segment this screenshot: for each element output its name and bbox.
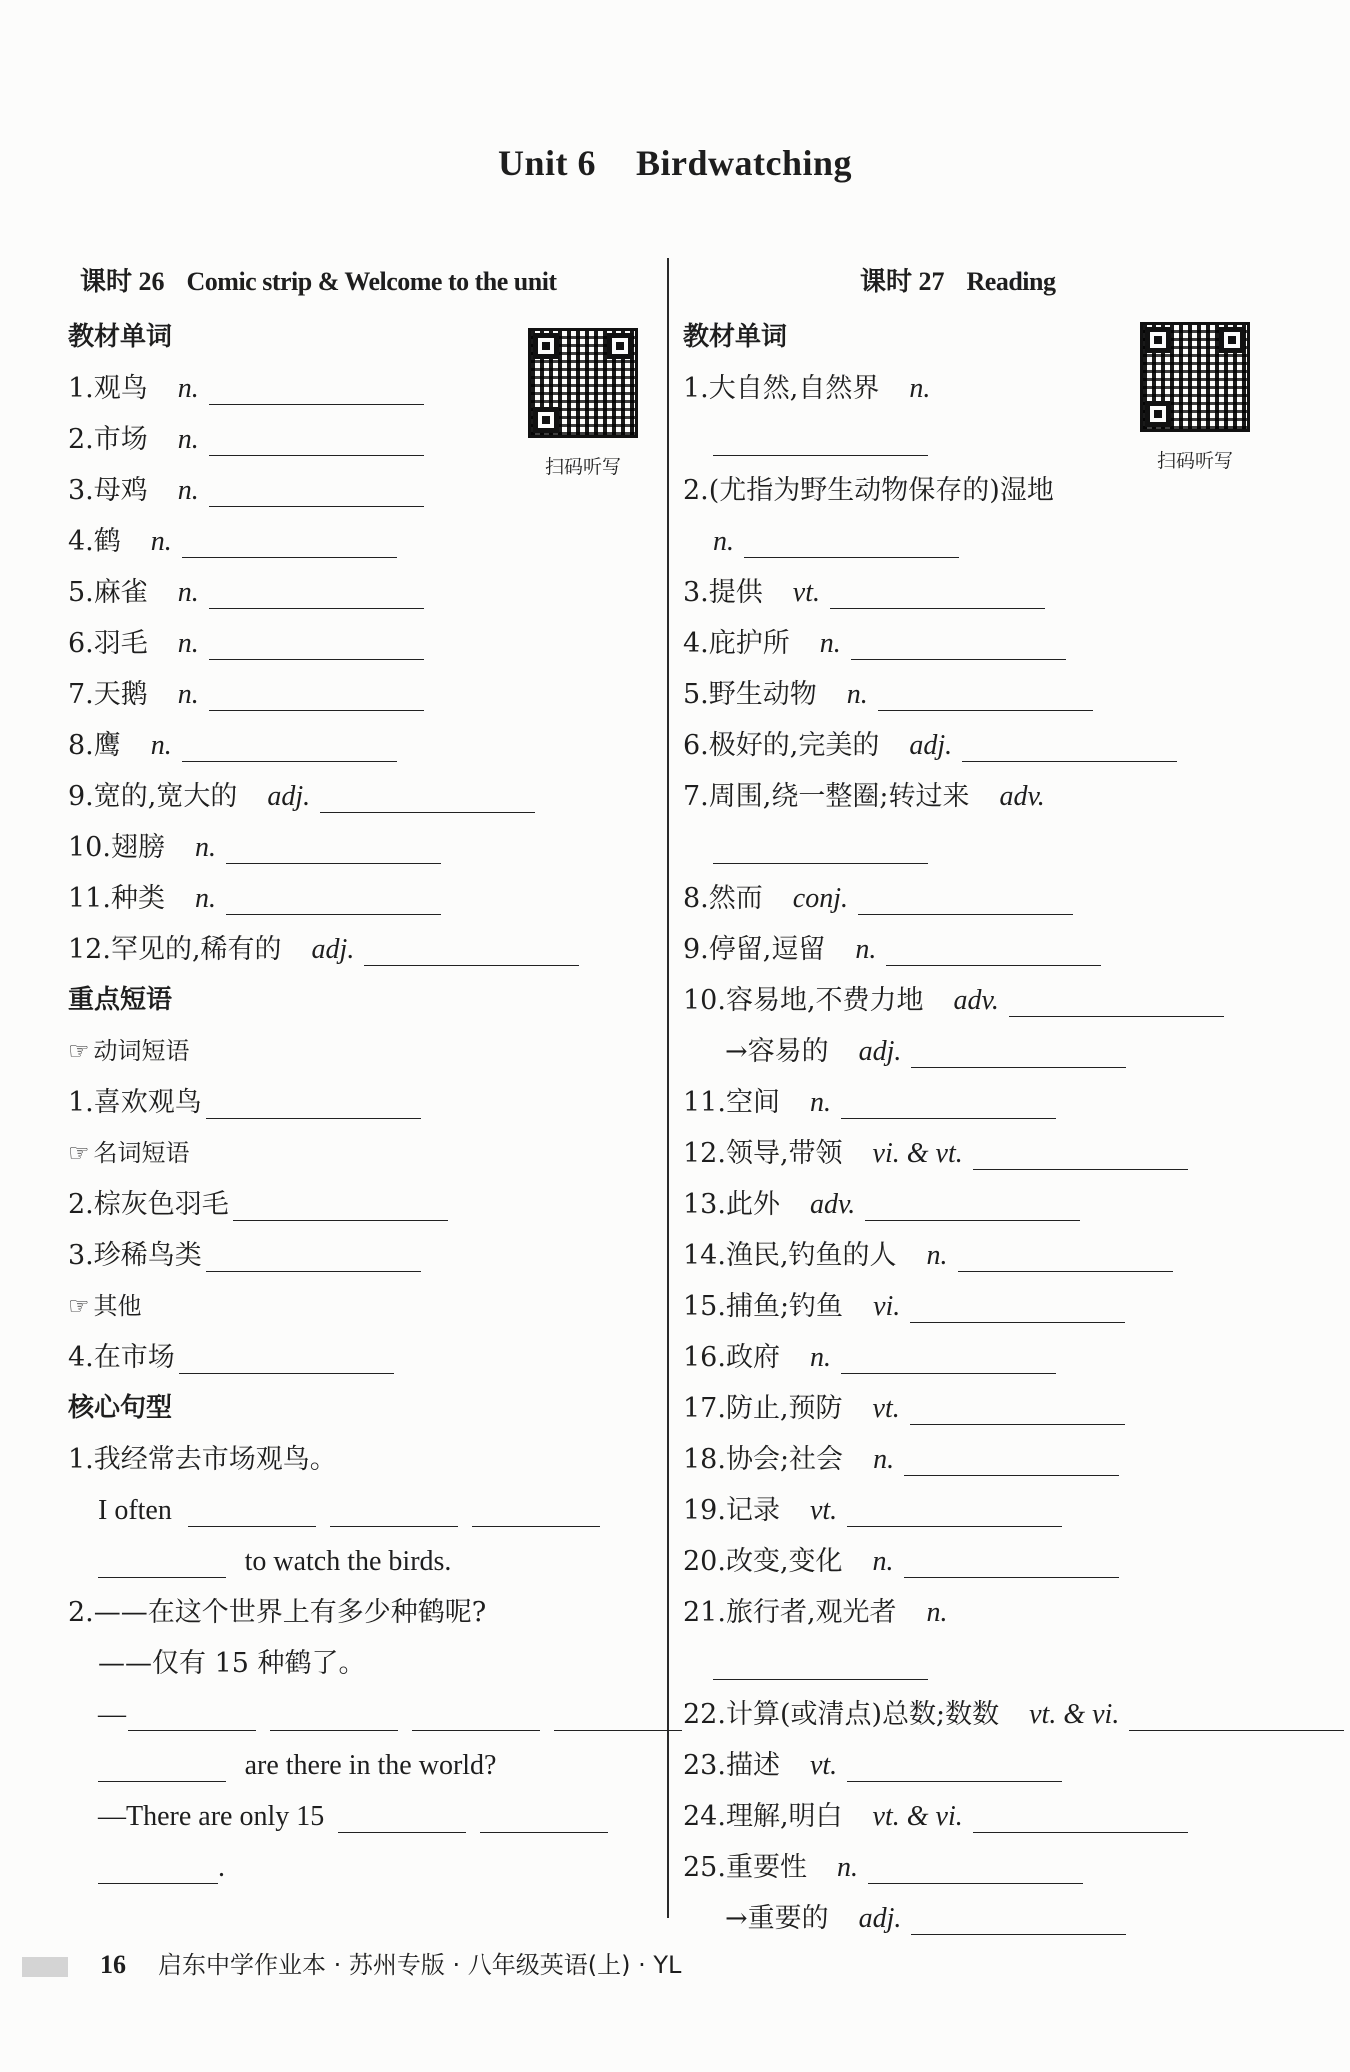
vocab-chinese: 停留,逗留: [708, 934, 826, 965]
vocab-chinese: 防止,预防: [725, 1393, 843, 1424]
part-of-speech: conj.: [792, 883, 848, 914]
phrase-category: [68, 1281, 658, 1332]
answer-blank[interactable]: [188, 1525, 316, 1527]
sentence-text: to watch the birds.: [244, 1546, 452, 1577]
vocab-item: [683, 1893, 1313, 1944]
vocab-item: [683, 567, 1313, 618]
vocab-number: 11.: [68, 883, 111, 914]
answer-blank[interactable]: [209, 607, 424, 609]
vocab-chinese: 描述: [725, 1750, 780, 1781]
vocab-item: [683, 1740, 1313, 1791]
vocab-item: [683, 1026, 1313, 1077]
answer-blank[interactable]: [320, 811, 535, 813]
column-divider: [667, 258, 669, 1918]
vocab-number: 18.: [683, 1444, 726, 1475]
answer-blank[interactable]: [1009, 1015, 1224, 1017]
vocab-number: 5.: [683, 679, 709, 710]
vocab-item: [683, 1281, 1313, 1332]
vocab-item: [68, 618, 658, 669]
phrase-category: [68, 1026, 658, 1077]
sentence-number: 1.: [68, 1444, 94, 1475]
vocab-number: 3.: [683, 577, 709, 608]
vocab-number: 24.: [683, 1801, 726, 1832]
qr-code-icon[interactable]: [528, 328, 638, 438]
phrase-number: 2.: [68, 1189, 94, 1220]
vocab-chinese: 渔民,钓鱼的人: [725, 1240, 897, 1271]
vocab-number: 4.: [68, 526, 94, 557]
answer-blank[interactable]: [128, 1729, 256, 1731]
answer-blank[interactable]: [744, 556, 959, 558]
answer-blank[interactable]: [911, 1066, 1126, 1068]
part-of-speech: n.: [819, 628, 841, 659]
vocab-chinese: 改变,变化: [725, 1546, 843, 1577]
phrase-number: 1.: [68, 1087, 94, 1118]
vocab-item: [683, 618, 1313, 669]
vocab-number: 6.: [683, 730, 709, 761]
part-of-speech: n.: [713, 526, 734, 557]
vocab-chinese: 市场: [93, 424, 148, 455]
vocab-list: [683, 363, 1313, 1944]
answer-blank[interactable]: [206, 1270, 421, 1272]
vocab-number: 12.: [683, 1138, 726, 1169]
vocab-item: [68, 822, 658, 873]
phrase-item: [68, 1077, 658, 1128]
vocab-chinese: 鹤: [93, 526, 121, 557]
pointing-hand-icon: ☞: [68, 1037, 90, 1065]
unit-number: Unit 6: [497, 143, 596, 183]
qr-code-icon[interactable]: [1140, 322, 1250, 432]
answer-blank[interactable]: [206, 1117, 421, 1119]
vocab-item: [683, 1485, 1313, 1536]
vocab-item: [683, 1179, 1313, 1230]
vocab-chinese: 容易地,不费力地: [725, 985, 924, 1016]
part-of-speech: n.: [177, 577, 199, 608]
phrase-category-label: 其他: [93, 1292, 142, 1320]
part-of-speech: n.: [926, 1597, 948, 1628]
vocab-item: [683, 1536, 1313, 1587]
vocab-number: 15.: [683, 1291, 726, 1322]
part-of-speech: n.: [926, 1240, 948, 1271]
vocab-number: 25.: [683, 1852, 726, 1883]
answer-blank[interactable]: [98, 1780, 226, 1782]
vocab-item-continued: [683, 822, 1313, 873]
sentence-2-en-c: [68, 1791, 658, 1842]
answer-blank[interactable]: [179, 1372, 394, 1374]
sentence-text: are there in the world?: [244, 1750, 497, 1781]
vocab-number: 23.: [683, 1750, 726, 1781]
part-of-speech: n.: [809, 1342, 831, 1373]
part-of-speech: n.: [836, 1852, 858, 1883]
part-of-speech: vt.: [809, 1495, 838, 1526]
part-of-speech: n.: [177, 373, 199, 404]
answer-blank[interactable]: [209, 454, 424, 456]
answer-blank[interactable]: [973, 1168, 1188, 1170]
part-of-speech: n.: [150, 526, 172, 557]
vocab-item: [68, 924, 658, 975]
answer-blank[interactable]: [226, 913, 441, 915]
page-number: 16: [100, 1950, 126, 1979]
answer-blank[interactable]: [841, 1117, 1056, 1119]
vocab-item: [68, 771, 658, 822]
answer-blank[interactable]: [472, 1525, 600, 1527]
vocab-number: 16.: [683, 1342, 726, 1373]
vocab-item: [683, 1332, 1313, 1383]
phrase-chinese: 喜欢观鸟: [93, 1087, 202, 1118]
phrase-category: [68, 1128, 658, 1179]
lesson-code: 课时 26: [80, 267, 165, 296]
answer-blank[interactable]: [886, 964, 1101, 966]
answer-blank[interactable]: [209, 403, 424, 405]
vocab-chinese: 协会;社会: [725, 1444, 844, 1475]
vocab-number: 6.: [68, 628, 94, 659]
part-of-speech: adj.: [858, 1036, 902, 1067]
part-of-speech: n.: [809, 1087, 831, 1118]
vocab-chinese: 理解,明白: [725, 1801, 843, 1832]
vocab-number: 1.: [683, 373, 709, 404]
vocab-chinese: →重要的: [725, 1903, 829, 1934]
part-of-speech: n.: [873, 1444, 895, 1475]
answer-blank[interactable]: [878, 709, 1093, 711]
answer-blank[interactable]: [98, 1576, 226, 1578]
lesson-title: Reading: [966, 267, 1056, 296]
vocab-number: 9.: [683, 934, 709, 965]
phrase-chinese: 在市场: [93, 1342, 175, 1373]
part-of-speech: adv.: [953, 985, 999, 1016]
vocab-number: 7.: [683, 781, 709, 812]
vocab-chinese: 捕鱼;钓鱼: [725, 1291, 844, 1322]
vocab-item: [683, 1791, 1313, 1842]
answer-blank[interactable]: [847, 1525, 1062, 1527]
part-of-speech: n.: [177, 424, 199, 455]
answer-blank[interactable]: [364, 964, 579, 966]
vocab-item: [683, 1383, 1313, 1434]
vocab-item: [683, 720, 1313, 771]
part-of-speech: vt.: [809, 1750, 838, 1781]
vocab-chinese: 大自然,自然界: [708, 373, 880, 404]
vocab-number: 8.: [683, 883, 709, 914]
vocab-number: 2.: [68, 424, 94, 455]
sentence-1-en-b: [68, 1536, 658, 1587]
vocab-chinese: 羽毛: [93, 628, 148, 659]
vocab-number: 8.: [68, 730, 94, 761]
part-of-speech: n.: [194, 832, 216, 863]
vocab-item: [683, 1842, 1313, 1893]
part-of-speech: n.: [177, 679, 199, 710]
lesson-26-heading: [68, 262, 658, 302]
vocab-number: 1.: [68, 373, 94, 404]
answer-blank[interactable]: [98, 1882, 218, 1884]
unit-name: Birdwatching: [635, 143, 853, 183]
sentence-heading: 核心句型: [68, 1393, 173, 1423]
vocab-item: [683, 669, 1313, 720]
vocab-chinese: 旅行者,观光者: [725, 1597, 897, 1628]
vocab-chinese: 宽的,宽大的: [93, 781, 238, 812]
sentence-text: I often: [98, 1495, 172, 1526]
part-of-speech: n.: [846, 679, 868, 710]
vocab-number: 10.: [68, 832, 111, 863]
answer-blank[interactable]: [958, 1270, 1173, 1272]
vocab-number: 2.: [683, 475, 709, 506]
answer-blank[interactable]: [270, 1729, 398, 1731]
answer-blank[interactable]: [910, 1423, 1125, 1425]
part-of-speech: vt.: [872, 1393, 900, 1424]
vocab-number: 13.: [683, 1189, 726, 1220]
vocab-item: [683, 1587, 1313, 1638]
vocab-item: [68, 567, 658, 618]
answer-blank[interactable]: [851, 658, 1066, 660]
part-of-speech: n.: [872, 1546, 894, 1577]
sentence-2-cn-q: [68, 1587, 658, 1638]
vocab-chinese: 记录: [725, 1495, 780, 1526]
vocab-chinese: 领导,带领: [725, 1138, 843, 1169]
vocab-item: [683, 924, 1313, 975]
sentence-text: ——在这个世界上有多少种鹤呢?: [93, 1597, 487, 1628]
qr-caption: 扫码听写: [1156, 450, 1233, 472]
answer-blank[interactable]: [713, 454, 928, 456]
sentence-1-cn: [68, 1434, 658, 1485]
vocab-item: [683, 1434, 1313, 1485]
page-title: [0, 142, 1350, 184]
vocab-item: [683, 1230, 1313, 1281]
answer-blank[interactable]: [841, 1372, 1056, 1374]
phrase-number: 3.: [68, 1240, 94, 1271]
sentence-number: 2.: [68, 1597, 94, 1628]
lesson-code: 课时 27: [860, 267, 945, 296]
vocab-number: 4.: [683, 628, 709, 659]
part-of-speech: n.: [194, 883, 216, 914]
left-column: [68, 262, 658, 1893]
answer-blank[interactable]: [962, 760, 1177, 762]
answer-blank[interactable]: [910, 1321, 1125, 1323]
phrase-chinese: 珍稀鸟类: [93, 1240, 202, 1271]
part-of-speech: adv.: [999, 781, 1045, 812]
answer-blank[interactable]: [847, 1780, 1062, 1782]
part-of-speech: adj.: [858, 1903, 902, 1934]
vocab-number: 21.: [683, 1597, 726, 1628]
phrase-category-label: 动词短语: [93, 1037, 190, 1065]
vocab-chinese: 计算(或清点)总数;数数: [725, 1699, 1000, 1730]
vocab-item-continued: [683, 1638, 1313, 1689]
part-of-speech: adv.: [809, 1189, 856, 1220]
sentence-2-cn-a: ——仅有 15 种鹤了。: [98, 1648, 366, 1679]
phrase-list: [68, 1026, 658, 1383]
answer-blank[interactable]: [830, 607, 1045, 609]
answer-blank[interactable]: [868, 1882, 1083, 1884]
vocab-number: 5.: [68, 577, 94, 608]
part-of-speech: vt.: [792, 577, 820, 608]
part-of-speech: vt. & vi.: [1029, 1699, 1120, 1730]
answer-blank[interactable]: [973, 1831, 1188, 1833]
answer-blank[interactable]: [480, 1831, 608, 1833]
answer-blank[interactable]: [713, 1678, 928, 1680]
vocab-chinese: 极好的,完美的: [708, 730, 880, 761]
vocab-item: [68, 720, 658, 771]
vocab-chinese: 天鹅: [93, 679, 148, 710]
right-column: [683, 262, 1313, 1944]
part-of-speech: adj.: [909, 730, 953, 761]
part-of-speech: vi. & vt.: [872, 1138, 963, 1169]
qr-caption: 扫码听写: [544, 456, 621, 478]
answer-blank[interactable]: [858, 913, 1073, 915]
period: .: [218, 1852, 225, 1883]
vocab-chinese: 种类: [110, 883, 165, 914]
pointing-hand-icon: ☞: [68, 1139, 90, 1167]
vocab-number: 19.: [683, 1495, 726, 1526]
vocab-number: 14.: [683, 1240, 726, 1271]
part-of-speech: adj.: [311, 934, 355, 965]
phrase-number: 4.: [68, 1342, 94, 1373]
sentence-text: 我经常去市场观鸟。: [93, 1444, 337, 1475]
vocab-item-continued: [683, 516, 1313, 567]
lesson-27-heading: [683, 262, 1313, 302]
answer-blank[interactable]: [412, 1729, 540, 1731]
pointing-hand-icon: ☞: [68, 1292, 90, 1320]
vocab-item: [683, 975, 1313, 1026]
sentence-2-en-a: [68, 1689, 658, 1740]
vocab-chinese: 鹰: [93, 730, 121, 761]
lesson-title: Comic strip & Welcome to the unit: [186, 267, 557, 296]
answer-blank[interactable]: [330, 1525, 458, 1527]
part-of-speech: vt. & vi.: [872, 1801, 963, 1832]
part-of-speech: n.: [150, 730, 172, 761]
phrase-item: [68, 1230, 658, 1281]
vocab-chinese: 空间: [725, 1087, 780, 1118]
vocab-chinese: 然而: [708, 883, 763, 914]
vocab-chinese: 野生动物: [708, 679, 817, 710]
vocab-chinese: 周围,绕一整圈;转过来: [708, 781, 970, 812]
vocab-number: 11.: [683, 1087, 726, 1118]
sentence-1-en-a: [68, 1485, 658, 1536]
vocab-heading: 教材单词: [68, 322, 173, 352]
vocab-item: [683, 1689, 1313, 1740]
answer-blank[interactable]: [911, 1933, 1126, 1935]
vocab-number: 17.: [683, 1393, 726, 1424]
answer-blank[interactable]: [865, 1219, 1080, 1221]
vocab-number: 22.: [683, 1699, 726, 1730]
vocab-number: 20.: [683, 1546, 726, 1577]
answer-blank[interactable]: [904, 1474, 1119, 1476]
vocab-number: 3.: [68, 475, 94, 506]
answer-blank[interactable]: [713, 862, 928, 864]
vocab-chinese: 观鸟: [93, 373, 148, 404]
sentence-2-en-b: [68, 1740, 658, 1791]
phrase-category-label: 名词短语: [93, 1139, 190, 1167]
answer-blank[interactable]: [209, 709, 424, 711]
phrase-item: [68, 1332, 658, 1383]
vocab-chinese: 此外: [725, 1189, 780, 1220]
vocab-item: [683, 771, 1313, 822]
vocab-heading: 教材单词: [683, 322, 788, 352]
part-of-speech: vi.: [873, 1291, 901, 1322]
page-tab: [22, 1957, 68, 1977]
answer-blank[interactable]: [209, 505, 424, 507]
part-of-speech: adj.: [267, 781, 311, 812]
answer-blank[interactable]: [226, 862, 441, 864]
vocab-chinese: 庇护所: [708, 628, 790, 659]
phrase-item: [68, 1179, 658, 1230]
vocab-chinese: 母鸡: [93, 475, 148, 506]
answer-blank[interactable]: [233, 1219, 448, 1221]
part-of-speech: n.: [177, 475, 199, 506]
vocab-chinese: →容易的: [725, 1036, 829, 1067]
vocab-item: [68, 516, 658, 567]
answer-blank[interactable]: [1129, 1729, 1344, 1731]
vocab-chinese: 提供: [708, 577, 763, 608]
dash: —: [98, 1699, 126, 1730]
part-of-speech: n.: [855, 934, 877, 965]
phrase-heading: 重点短语: [68, 985, 173, 1015]
part-of-speech: n.: [909, 373, 931, 404]
vocab-number: 10.: [683, 985, 726, 1016]
answer-blank[interactable]: [182, 760, 397, 762]
vocab-chinese: 政府: [725, 1342, 780, 1373]
vocab-item: [68, 669, 658, 720]
vocab-chinese: 翅膀: [110, 832, 165, 863]
sentence-text: —There are only 15: [98, 1801, 325, 1832]
vocab-chinese: (尤指为野生动物保存的)湿地: [708, 475, 1054, 506]
vocab-item: [683, 1128, 1313, 1179]
sentence-2-en-d: [68, 1842, 658, 1893]
phrase-chinese: 棕灰色羽毛: [93, 1189, 229, 1220]
answer-blank[interactable]: [554, 1729, 682, 1731]
vocab-chinese: 罕见的,稀有的: [110, 934, 282, 965]
vocab-item: [68, 873, 658, 924]
vocab-item: [683, 1077, 1313, 1128]
answer-blank[interactable]: [182, 556, 397, 558]
vocab-number: 12.: [68, 934, 111, 965]
footer-text: 启东中学作业本 · 苏州专版 · 八年级英语(上) · YL: [158, 1951, 682, 1979]
vocab-chinese: 重要性: [725, 1852, 807, 1883]
answer-blank[interactable]: [904, 1576, 1119, 1578]
part-of-speech: n.: [177, 628, 199, 659]
vocab-number: 9.: [68, 781, 94, 812]
answer-blank[interactable]: [209, 658, 424, 660]
answer-blank[interactable]: [338, 1831, 466, 1833]
vocab-chinese: 麻雀: [93, 577, 148, 608]
vocab-number: 7.: [68, 679, 94, 710]
vocab-item: [683, 873, 1313, 924]
